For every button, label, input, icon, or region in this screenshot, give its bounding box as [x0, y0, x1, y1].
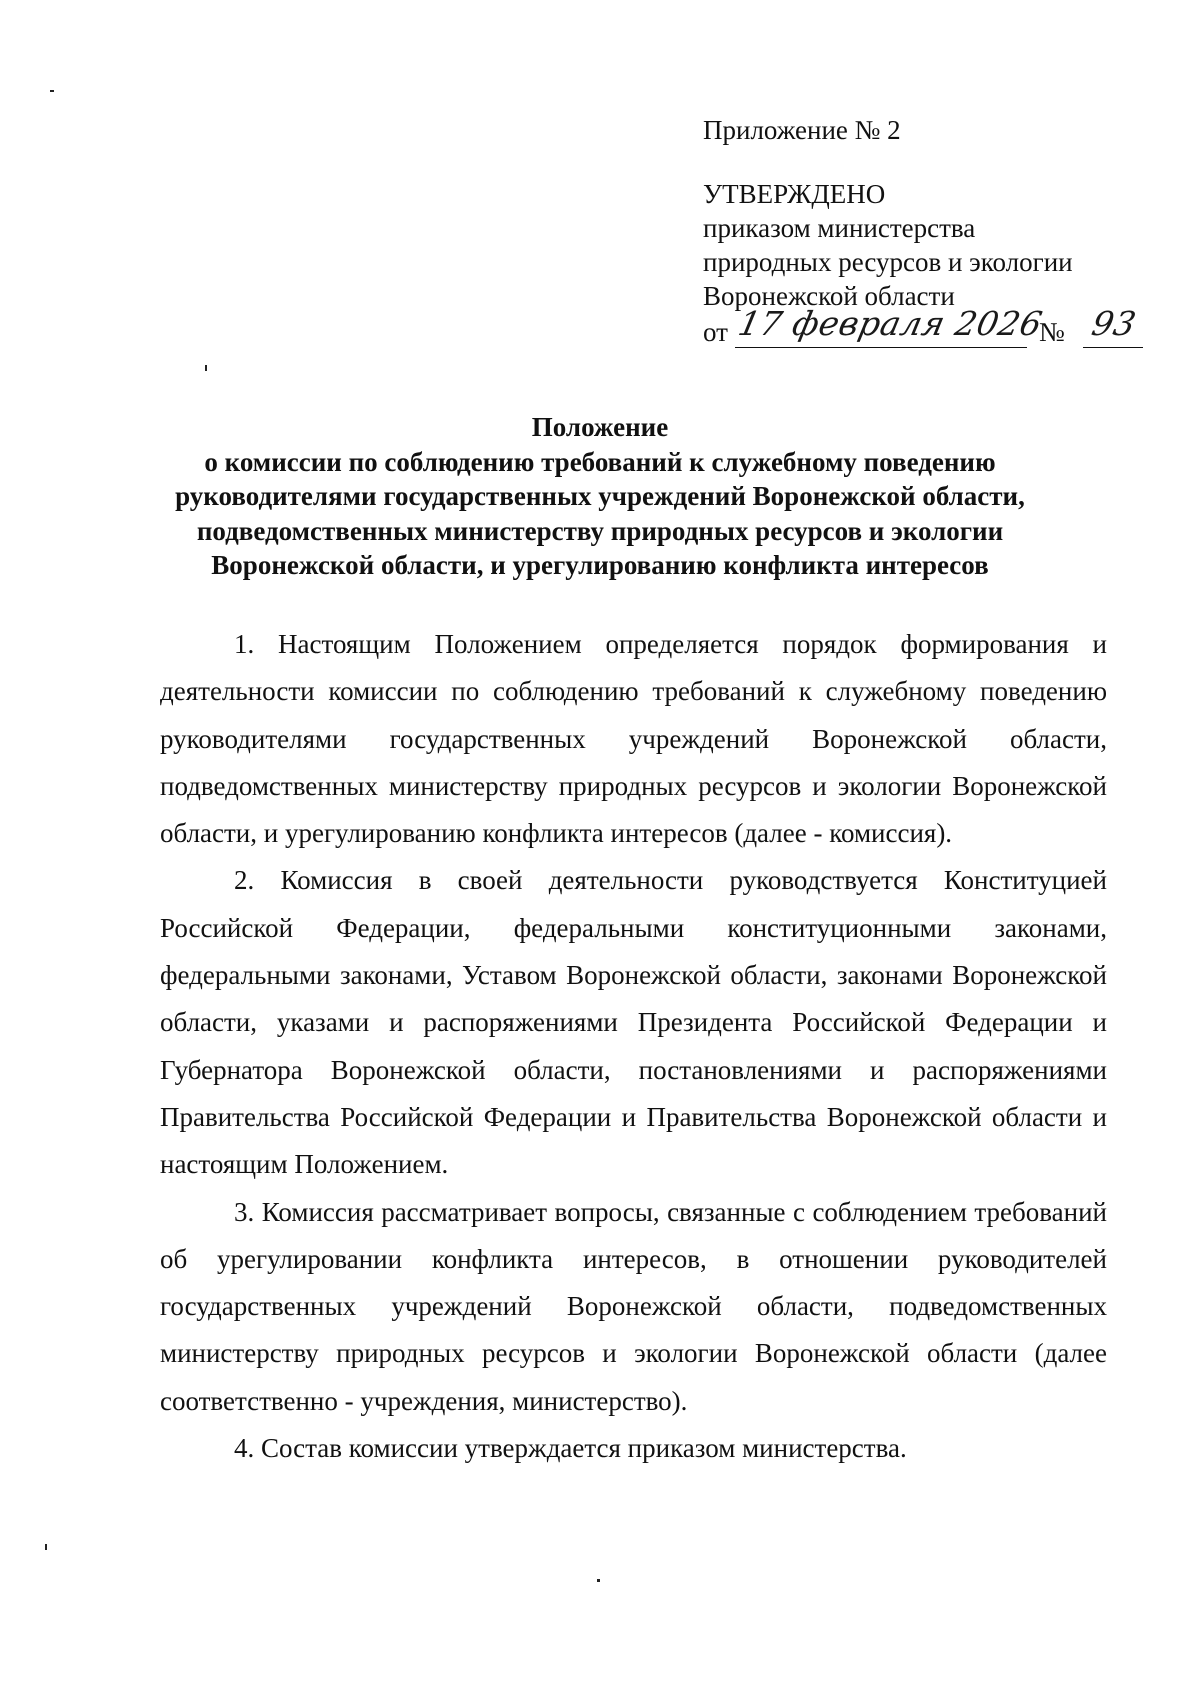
- order-date-number-line: [703, 304, 1140, 353]
- order-prefix: от: [703, 317, 728, 347]
- title-heading: Положение: [531, 412, 669, 442]
- number-sign: №: [1039, 317, 1065, 347]
- approval-block: [703, 177, 1140, 353]
- scan-speck: [45, 1544, 47, 1550]
- approved-stamp-text: УТВЕРЖДЕНО: [703, 179, 886, 209]
- document-body: [160, 621, 1107, 1472]
- approval-line: приказом министерства: [703, 213, 976, 243]
- handwritten-number: 93: [1088, 304, 1140, 343]
- appendix-label: Приложение № 2: [703, 115, 901, 145]
- scan-speck: [205, 365, 207, 371]
- scan-speck: [50, 90, 54, 92]
- order-date-field: [734, 304, 1046, 348]
- paragraph-3: 3. Комиссия рассматривает вопросы, связанные с соблюдением требований об урегулировании конфликта интересов, в отношении руководителей государственных учреждений Воронежской области, подведомственных министерству природных ресурсов и экологии Воронежской области (далее соответственно - учреждения, министерство).: [160, 1196, 1107, 1416]
- title-line: руководителями государственных учреждений Воронежской области,: [175, 481, 1025, 511]
- title-line: Воронежской области, и урегулированию конфликта интересов: [211, 550, 989, 580]
- document-title: [150, 410, 1050, 583]
- paragraph-1: 1. Настоящим Положением определяется порядок формирования и деятельности комиссии по соблюдению требований к служебному поведению руководителями государственных учреждений Воронежской области, подведомственных министерству природных ресурсов и экологии Воронежской области, и урегулированию конфликта интересов (далее - комиссия).: [160, 629, 1107, 849]
- paragraph-4: 4. Состав комиссии утверждается приказом министерства.: [234, 1433, 907, 1464]
- handwritten-date: 17 февраля 2026: [734, 304, 1046, 343]
- paragraph-2: 2. Комиссия в своей деятельности руководствуется Конституцией Российской Федерации, федеральными конституционными законами, федеральными законами, Уставом Воронежской области, законами Воронежской области, указами и распоряжениями Президента Российской Федерации и Губернатора Воронежской области, постановлениями и распоряжениями Правительства Российской Федерации и Правительства Воронежской области и настоящим Положением.: [160, 865, 1107, 1180]
- scan-speck: [597, 1579, 600, 1582]
- approval-line: природных ресурсов и экологии: [703, 247, 1073, 277]
- order-number-field: [1083, 304, 1143, 348]
- title-line: подведомственных министерству природных ресурсов и экологии: [196, 515, 1004, 546]
- title-line: о комиссии по соблюдению требований к служебному поведению: [204, 446, 996, 477]
- approval-line: Воронежской области: [703, 281, 955, 311]
